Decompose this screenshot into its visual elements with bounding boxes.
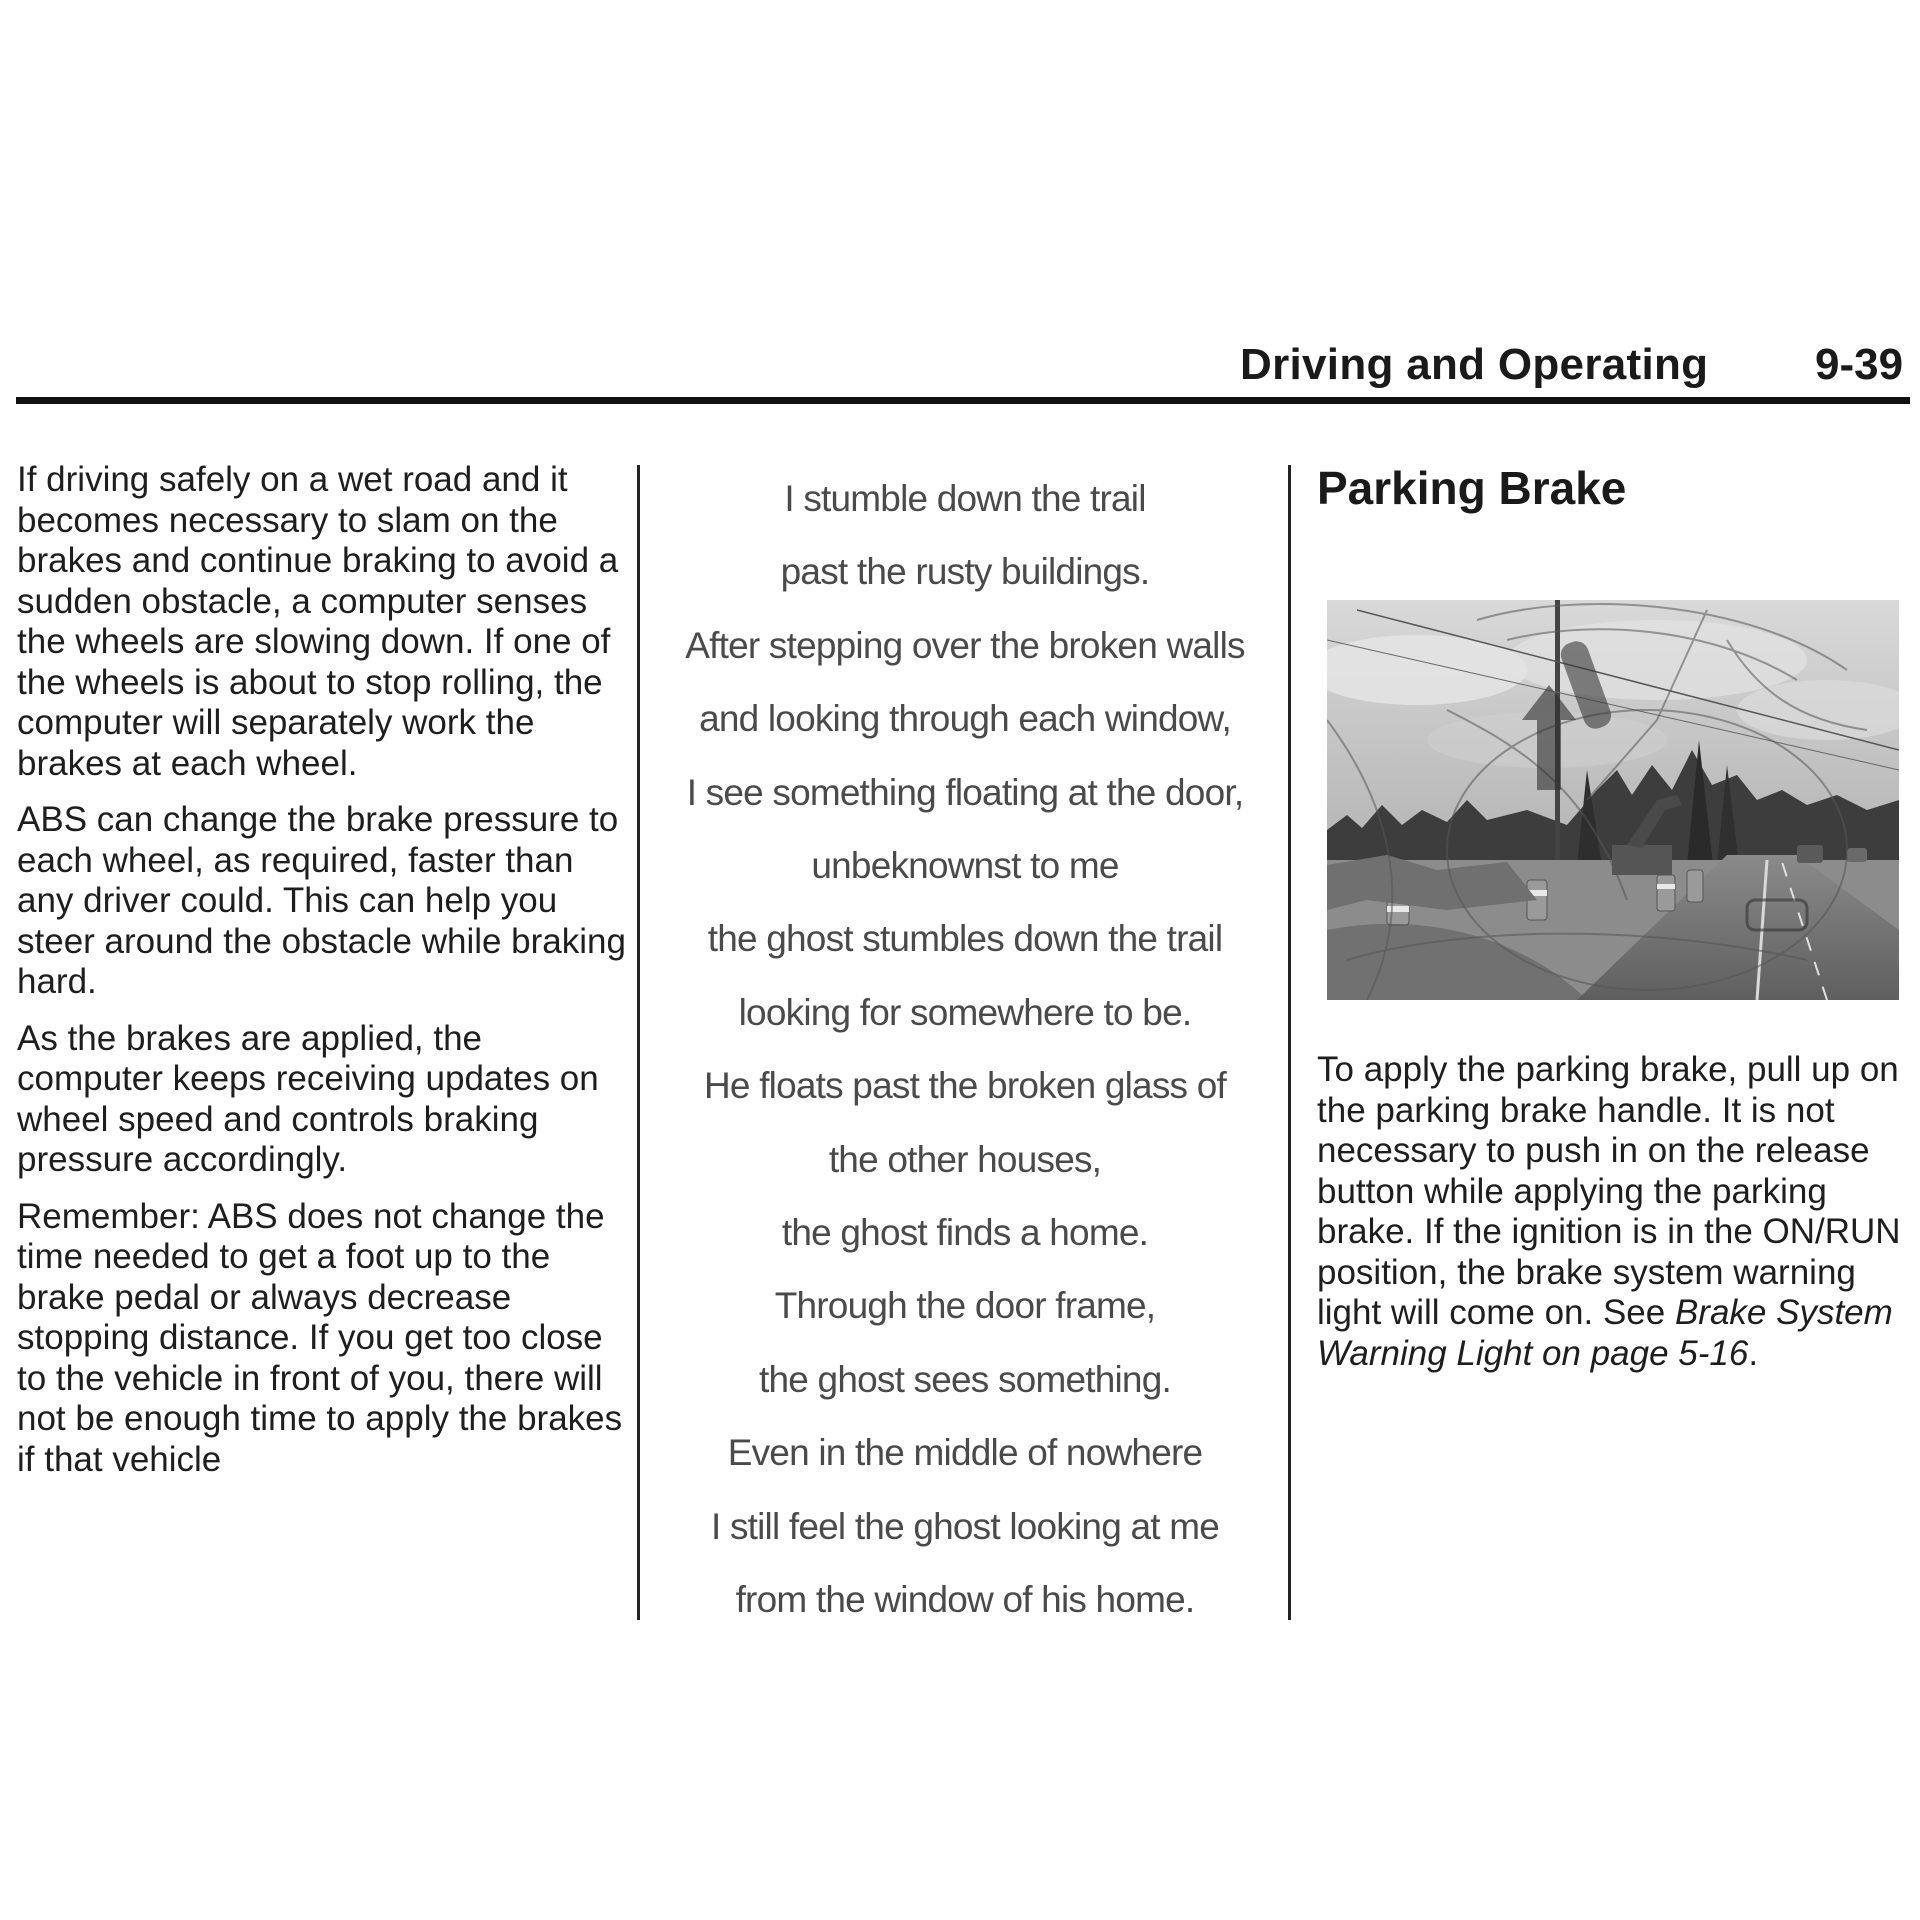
poem-line: Even in the middle of nowhere	[727, 1432, 1203, 1474]
poem-line: I still feel the ghost looking at me	[711, 1505, 1219, 1547]
poem-line: I stumble down the trail	[784, 478, 1146, 519]
poem-line: from the window of his home.	[735, 1579, 1195, 1621]
header-rule	[16, 397, 1910, 404]
paragraph: As the brakes are applied, the computer keeps receiving updates on wheel speed and controls braking pressure accordingly.	[17, 1018, 599, 1179]
paragraph: If driving safely on a wet road and it becomes necessary to slam on the brakes and continue braking to avoid a sudden obstacle, a computer senses the wheels are slowing down. If one of the wheels is about to stop rolling, the computer will separately work the brakes at each wheel.	[17, 460, 619, 783]
poem	[640, 462, 1290, 1637]
section-heading: Parking Brake	[1317, 462, 1627, 514]
poem-line: and looking through each window,	[699, 698, 1231, 740]
poem-line: After stepping over the broken walls	[685, 624, 1245, 666]
poem-line: Through the door frame,	[774, 1285, 1156, 1327]
poem-line: unbeknownst to me	[811, 845, 1119, 887]
parking-brake-photo	[1327, 600, 1899, 1000]
body-text-end: .	[1748, 1333, 1759, 1373]
poem-line: the ghost stumbles down the trail	[707, 918, 1223, 960]
poem-line: the other houses,	[828, 1138, 1102, 1180]
body-text: To apply the parking brake, pull up on the parking brake handle. It is not necessary to push in on the release button while applying the parking brake. If the ignition is in the ON/RUN position, the brake system warning light will come on. See	[1317, 1050, 1901, 1332]
poem-line: looking for somewhere to be.	[738, 991, 1192, 1033]
paragraph: Remember: ABS does not change the time needed to get a foot up to the brake pedal or always decrease stopping distance. If you get too close to the vehicle in front of you, there will not be enough time to apply the brakes if that vehicle	[17, 1196, 623, 1479]
paragraph: ABS can change the brake pressure to each wheel, as required, faster than any driver could. This can help you steer around the obstacle while braking hard.	[17, 800, 626, 1001]
right-column	[1317, 460, 1917, 516]
poem-line: I see something floating at the door,	[686, 771, 1244, 813]
poem-line: the ghost sees something.	[759, 1358, 1171, 1400]
cross-reference-link[interactable]: Brake System Warning Light on page 5-16	[1317, 1293, 1893, 1373]
left-column	[17, 460, 632, 1496]
poem-line: the ghost finds a home.	[781, 1212, 1149, 1254]
poem-line: He floats past the broken glass of	[704, 1065, 1226, 1107]
section-title: Driving and Operating	[1240, 340, 1709, 389]
poem-line: past the rusty buildings.	[780, 551, 1150, 593]
parking-brake-instructions	[1317, 1050, 1917, 1374]
page-number: 9-39	[1815, 340, 1904, 389]
